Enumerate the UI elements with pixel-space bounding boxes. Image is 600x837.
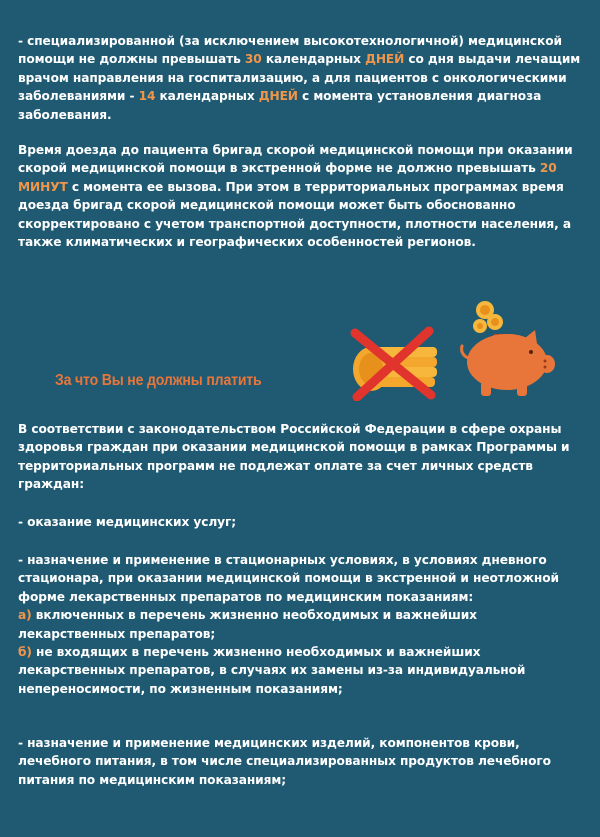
legislation-paragraph: В соответствии с законодательством Российской Федерации в сфере охраны здоровья граждан при оказании медицинской помощи в рамках Программы и территориальных программ не подлежат оплате за счет личных средств граждан:	[18, 422, 570, 492]
list-item-medicines	[18, 551, 584, 698]
piggy-bank-icon	[455, 300, 565, 400]
highlight-20-minutes: 20 МИНУТ	[18, 161, 557, 194]
text-fragment: календарных	[155, 89, 259, 104]
text-fragment: Время доезда до пациента бригад скорой медицинской помощи при оказании скорой медицинской помощи в экстренной форме не должно превышать	[18, 143, 573, 176]
list-item-medical-devices: - назначение и применение медицинских изделий, компонентов крови, лечебного питания, в том числе специализированных продуктов лечебного питания по медицинским показаниям;	[18, 736, 551, 787]
highlight-days-unit: ДНЕЙ	[365, 52, 405, 67]
text-fragment: - специализированной (за исключением высокотехнологичной) медицинской помощи не должны превышать	[18, 34, 562, 67]
text-fragment: с момента ее вызова. При этом в территориальных программах время доезда бригад скорой медицинской помощи может быть обоснованно скорректировано с учетом транспортной доступности, плотности населения, а также климатических и географических особенностей регионов.	[18, 179, 571, 250]
waiting-time-paragraph	[18, 32, 584, 124]
subitem-text-a: включенных в перечень жизненно необходимых и важнейших лекарственных препаратов;	[18, 608, 477, 641]
highlight-days-14: 14	[138, 89, 156, 104]
highlight-days-30: 30	[244, 52, 262, 67]
subitem-marker-b: б)	[18, 645, 32, 660]
subitem-marker-a: а)	[18, 608, 32, 623]
section-heading: За что Вы не должны платить	[55, 372, 262, 389]
highlight-days-unit: ДНЕЙ	[258, 89, 298, 104]
ambulance-time-paragraph	[18, 141, 584, 251]
subitem-text-b: не входящих в перечень жизненно необходимых и важнейших лекарственных препаратов, в случаях их замены из-за индивидуальной непереносимости, по жизненным показаниям;	[18, 645, 526, 696]
text-fragment: - назначение и применение в стационарных условиях, в условиях дневного стационара, при оказании медицинской помощи в экстренной и неотложной форме лекарственных препаратов по медицинским показаниям:	[18, 553, 559, 604]
text-fragment: с момента установления диагноза заболевания.	[18, 89, 542, 122]
text-fragment: календарных	[261, 52, 366, 67]
list-item-medical-services: - оказание медицинских услуг;	[18, 515, 237, 529]
coins-crossed-icon	[345, 325, 441, 401]
text-fragment: со дня выдачи лечащим врачом направления на госпитализацию, а для пациентов с онкологическими заболеваниями -	[18, 52, 581, 104]
